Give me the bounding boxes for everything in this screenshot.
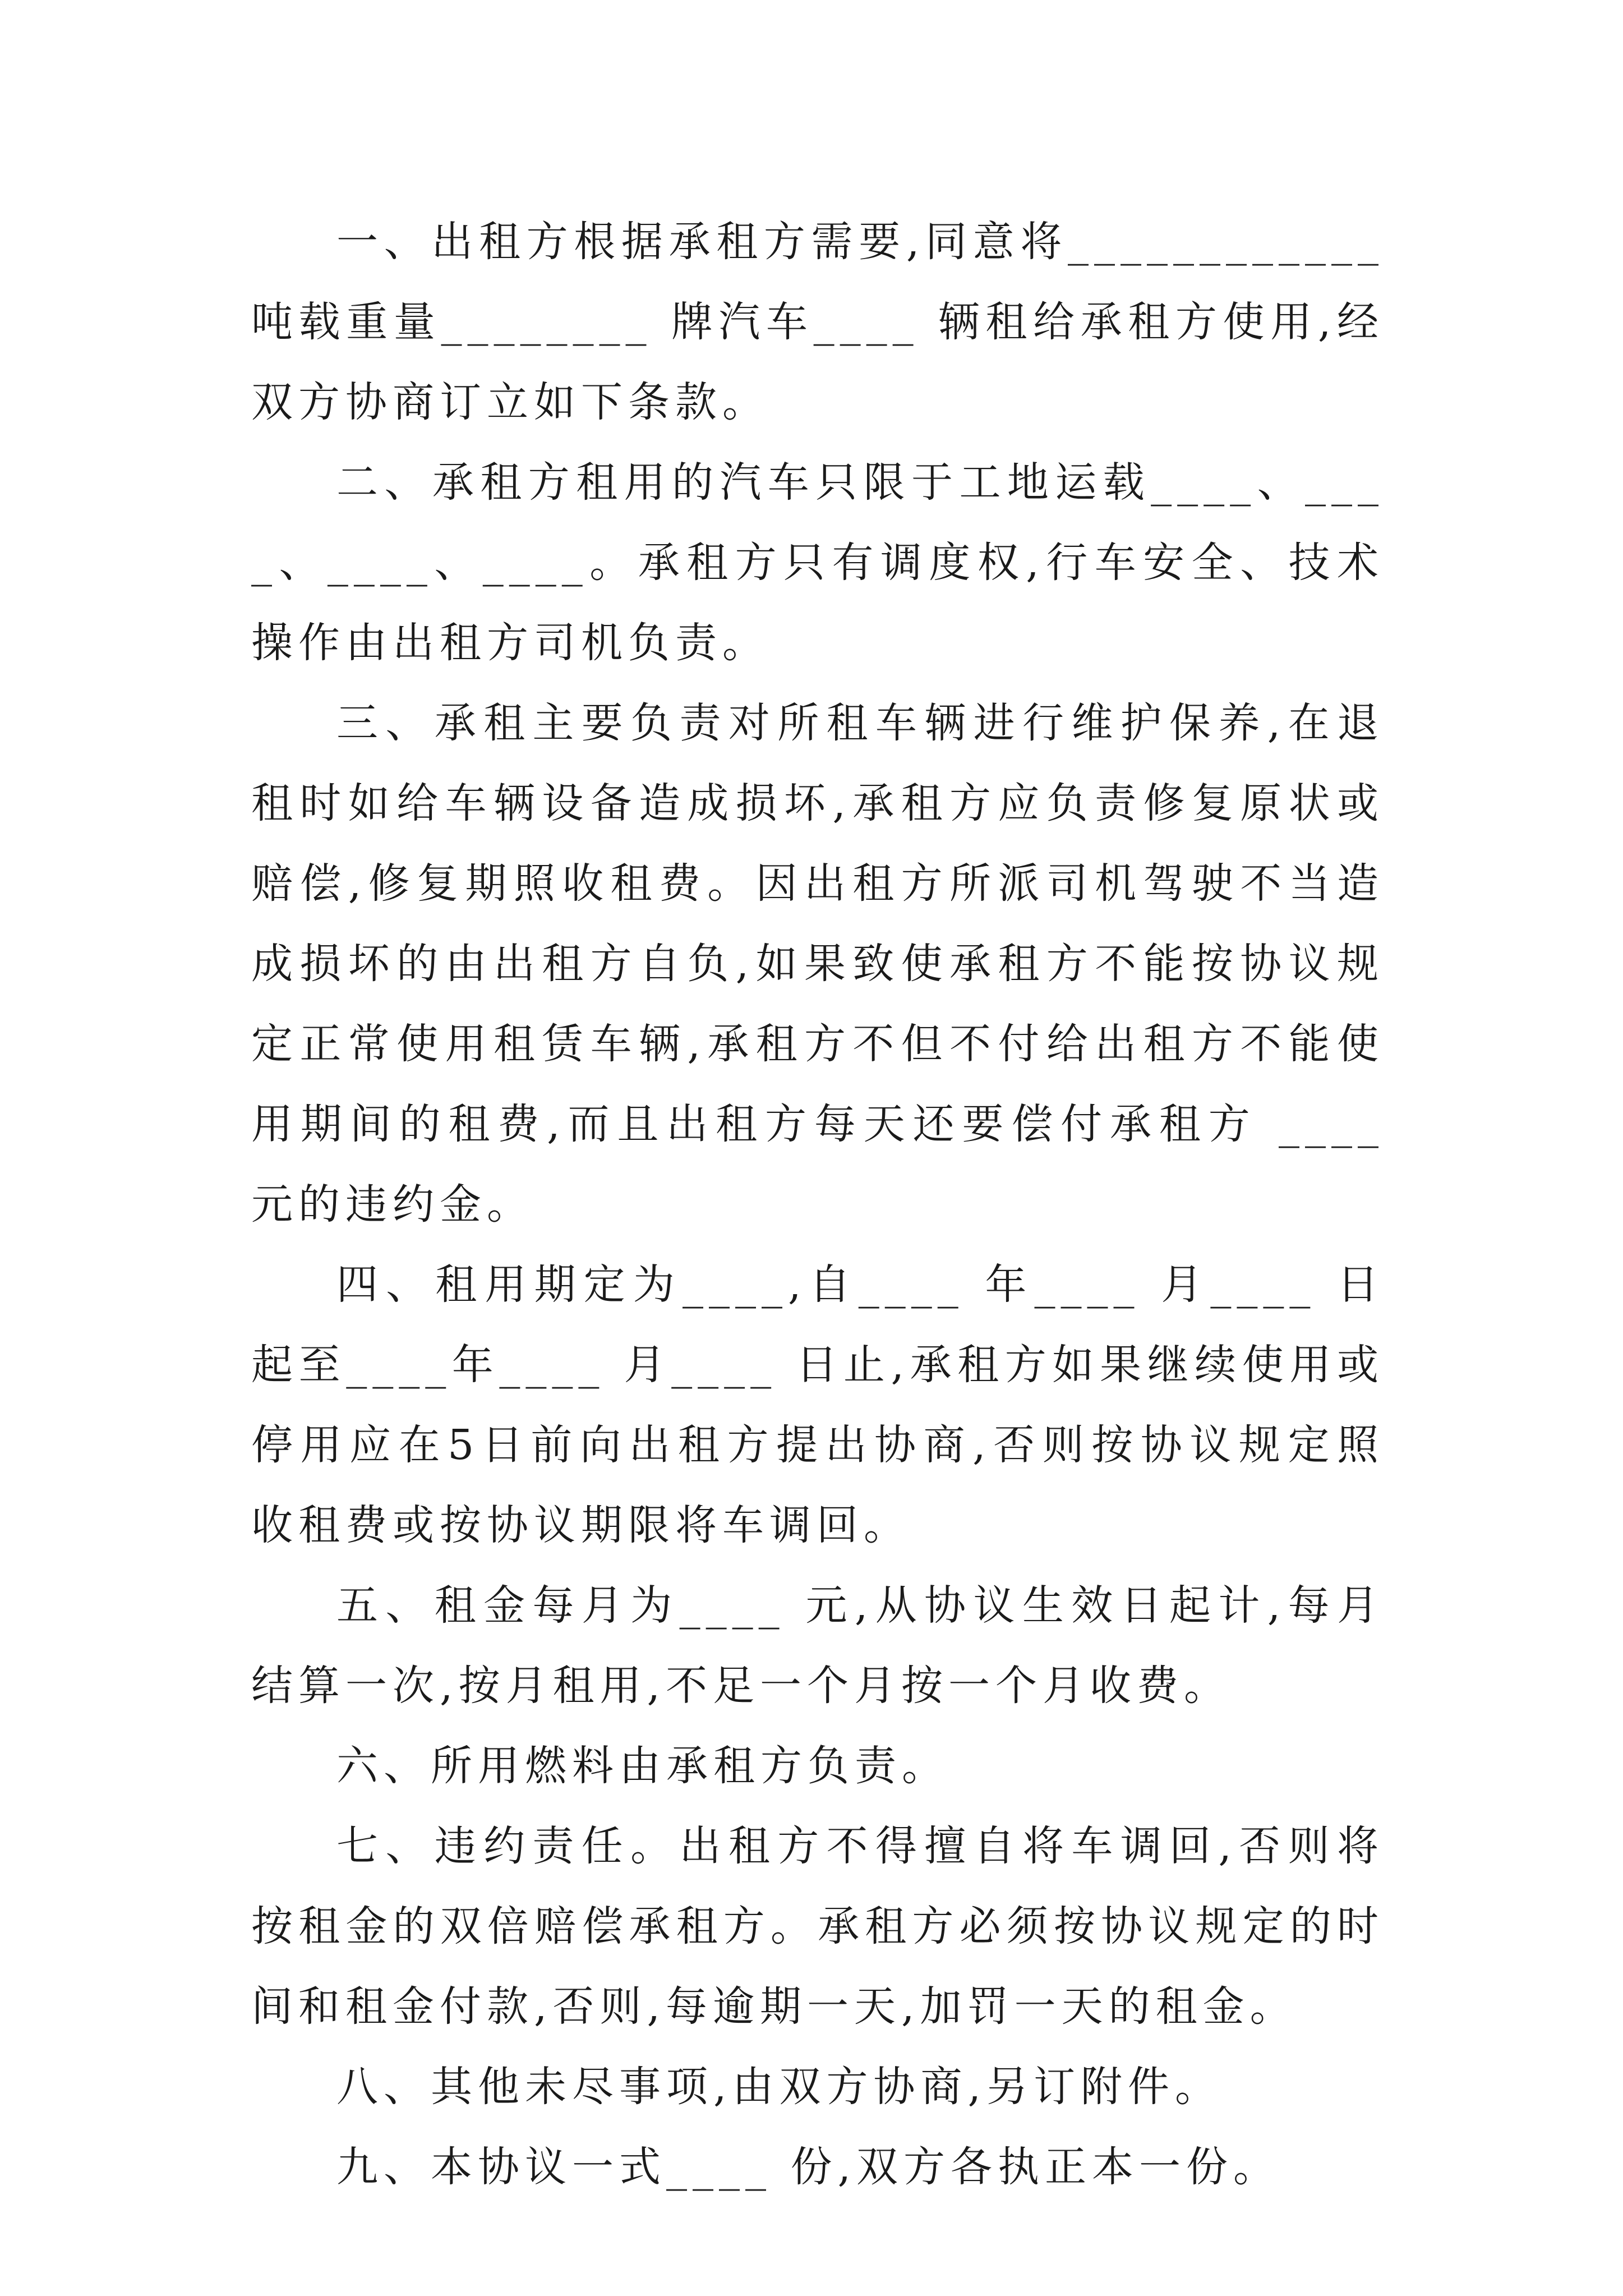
clause-8-paragraph: 八、其他未尽事项,由双方协商,另订附件。	[336, 2063, 1223, 2111]
clause-5-paragraph: 五、租金每月为____ 元,从协议生效日起计,每月结算一次,按月租用,不足一个月按一个月收费。	[251, 1581, 1384, 1710]
document-body	[251, 202, 1384, 2207]
clause-1-paragraph: 一、出租方根据承租方需要,同意将____________吨载重量________ 牌汽车____ 辆租给承租方使用,经双方协商订立如下条款。	[251, 218, 1384, 426]
clause-3-paragraph: 三、承租主要负责对所租车辆进行维护保养,在退租时如给车辆设备造成损坏,承租方应负责修复原状或赔偿,修复期照收租费。因出租方所派司机驾驶不当造成损坏的由出租方自负,如果致使承租方不能按协议规定正常使用租赁车辆,承租方不但不付给出租方不能使用期间的租费,而且出租方每天还要偿付承租方 ____ 元的违约金。	[251, 699, 1384, 1228]
clause-2-paragraph: 二、承租方租用的汽车只限于工地运载____、____、____、____。承租方只有调度权,行车安全、技术操作由出租方司机负责。	[251, 458, 1384, 667]
clause-9-paragraph: 九、本协议一式____ 份,双方各执正本一份。	[336, 2143, 1281, 2191]
clause-7-paragraph: 七、违约责任。出租方不得擅自将车调回,否则将按租金的双倍赔偿承租方。承租方必须按协议规定的时间和租金付款,否则,每逾期一天,加罚一天的租金。	[251, 1822, 1384, 2031]
clause-4-paragraph: 四、租用期定为____,自____ 年____ 月____ 日起至____年____ 月____ 日止,承租方如果继续使用或停用应在5日前向出租方提出协商,否则按协议规定照收租费或按协议期限将车调回。	[251, 1260, 1384, 1549]
clause-6-paragraph: 六、所用燃料由承租方负责。	[336, 1742, 949, 1790]
